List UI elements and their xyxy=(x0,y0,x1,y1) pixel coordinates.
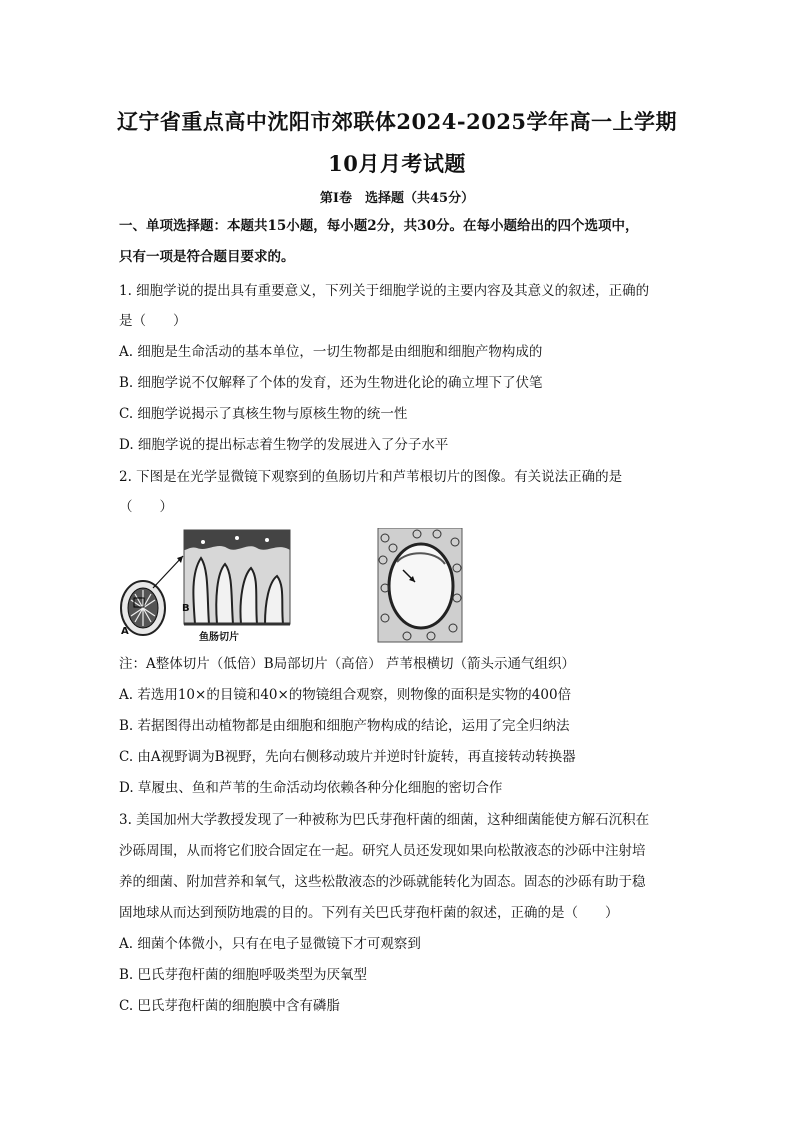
microscope-figure-image xyxy=(117,528,477,648)
q1-option-c: C. 细胞学说揭示了真核生物与原核生物的统一性 xyxy=(119,406,408,422)
reed-root-section xyxy=(378,528,462,642)
q3-option-c: C. 巴氏芽孢杆菌的细胞膜中含有磷脂 xyxy=(119,998,340,1014)
q1-option-d: D. 细胞学说的提出标志着生物学的发展进入了分子水平 xyxy=(119,437,449,453)
q2-option-c: C. 由A视野调为B视野，先向右侧移动玻片并逆时针旋转，再直接转动转换器 xyxy=(119,749,576,765)
q1-option-a: A. 细胞是生命活动的基本单位，一切生物都是由细胞和细胞产物构成的 xyxy=(119,344,543,360)
figure-label-b: B xyxy=(182,603,190,614)
q2-option-b: B. 若据图得出动植物都是由细胞和细胞产物构成的结论，运用了完全归纳法 xyxy=(119,718,570,734)
q3-option-b: B. 巴氏芽孢杆菌的细胞呼吸类型为厌氧型 xyxy=(119,967,368,983)
q2-option-d: D. 草履虫、鱼和芦苇的生命活动均依赖各种分化细胞的密切合作 xyxy=(119,780,503,796)
section-heading: 第Ⅰ卷 选择题（共45分） xyxy=(319,191,475,206)
q2-stem-line1: 2. 下图是在光学显微镜下观察到的鱼肠切片和芦苇根切片的图像。有关说法正确的是 xyxy=(119,469,623,485)
instructions-line2: 只有一项是符合题目要求的。 xyxy=(119,249,295,265)
fish-intestine-detail xyxy=(184,530,290,624)
q1-option-b: B. 细胞学说不仅解释了个体的发育，还为生物进化论的确立埋下了伏笔 xyxy=(119,375,543,391)
q1-stem-line1: 1. 细胞学说的提出具有重要意义，下列关于细胞学说的主要内容及其意义的叙述，正确的 xyxy=(119,283,650,299)
instructions-line1: 一、单项选择题：本题共15小题，每小题2分，共30分。在每小题给出的四个选项中， xyxy=(119,218,639,234)
fish-figure-caption: 鱼肠切片 xyxy=(199,632,239,643)
q3-stem-line1: 3. 美国加州大学教授发现了一种被称为巴氏芽孢杆菌的细菌，这种细菌能使方解石沉积在 xyxy=(119,812,650,828)
figure-label-a: A xyxy=(121,626,129,637)
exam-title-line1: 辽宁省重点高中沈阳市郊联体2024-2025学年高一上学期 xyxy=(116,109,678,134)
q2-stem-line2: （ ） xyxy=(119,499,173,515)
q2-figure-note: 注：A整体切片（低倍）B局部切片（高倍） 芦苇根横切（箭头示通气组织） xyxy=(119,656,575,672)
q3-stem-line3: 养的细菌、附加营养和氧气，这些松散液态的沙砾就能转化为固态。固态的沙砾有助于稳 xyxy=(119,874,646,890)
q2-option-a: A. 若选用10×的目镜和40×的物镜组合观察，则物像的面积是实物的400倍 xyxy=(119,687,572,703)
exam-title-line2: 10月月考试题 xyxy=(328,151,466,176)
q1-stem-line2: 是（ ） xyxy=(119,313,187,329)
q3-option-a: A. 细菌个体微小，只有在电子显微镜下才可观察到 xyxy=(119,936,421,952)
microscope-figure xyxy=(117,528,477,648)
q3-stem-line4: 固地球从而达到预防地震的目的。下列有关巴氏芽孢杆菌的叙述，正确的是（ ） xyxy=(119,905,619,921)
q3-stem-line2: 沙砾周围，从而将它们胶合固定在一起。研究人员还发现如果向松散液态的沙砾中注射培 xyxy=(119,843,646,859)
zoom-arrow xyxy=(153,556,183,588)
